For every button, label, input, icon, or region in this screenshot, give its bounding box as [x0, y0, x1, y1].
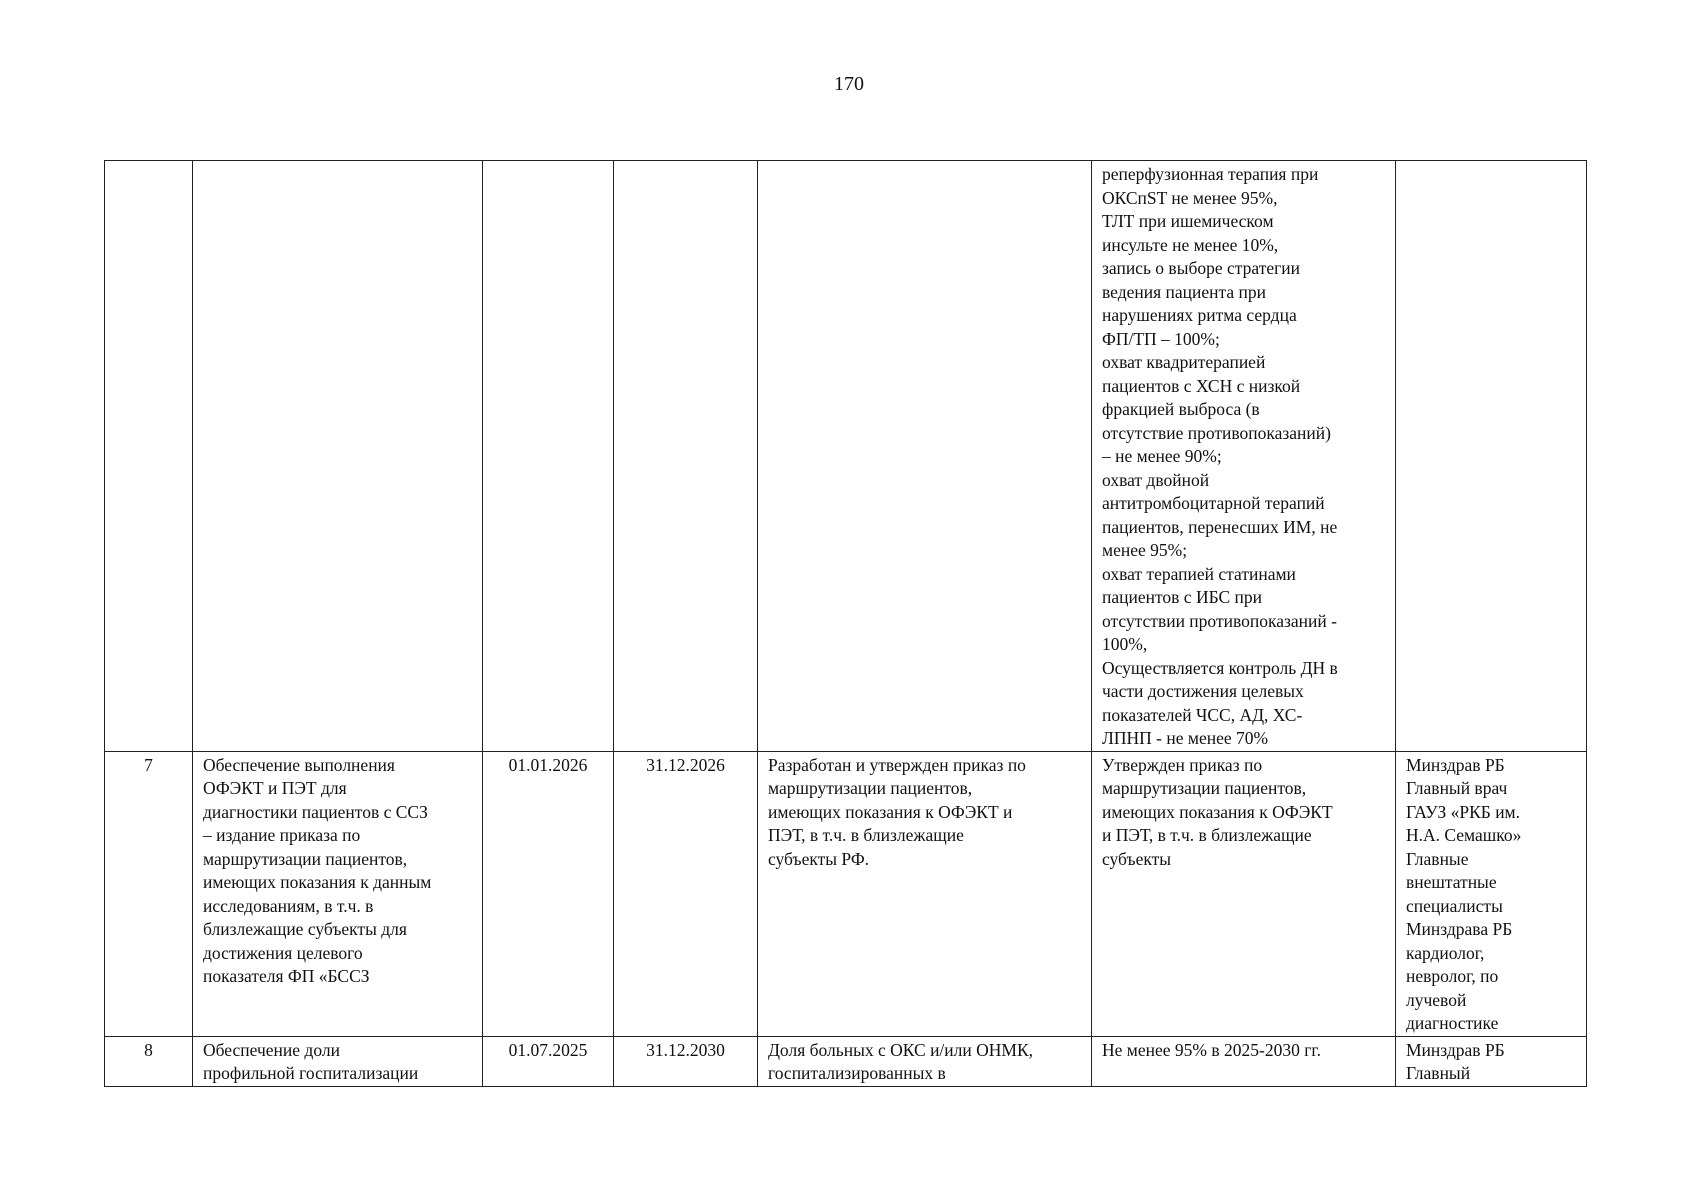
cell-indicators	[1092, 1036, 1396, 1086]
activity-line: ОФЭКТ и ПЭТ для	[203, 778, 347, 798]
activity-line: – издание приказа по	[203, 825, 361, 845]
indicator-line: 100%,	[1102, 634, 1148, 654]
activity-line: имеющих показания к данным	[203, 872, 432, 892]
activity-line: достижения целевого	[203, 942, 363, 963]
cell-indicators	[1092, 751, 1396, 1036]
indicator-line: – не менее 90%;	[1102, 446, 1222, 466]
responsible-line: Главный врач	[1406, 778, 1508, 798]
cell-activity	[193, 751, 483, 1036]
cell-num-empty	[105, 161, 193, 752]
indicator-line: запись о выборе стратегии	[1102, 258, 1301, 278]
responsible-line: невролог, по	[1406, 966, 1499, 986]
cell-responsible-empty	[1396, 161, 1587, 752]
indicator-line: реперфузионная терапия при	[1102, 164, 1319, 184]
result-line: маршрутизации пациентов,	[768, 778, 973, 798]
responsible-line: Минздрав РБ	[1406, 754, 1505, 775]
cell-indicators	[1092, 161, 1396, 752]
cell-result-empty	[758, 161, 1092, 752]
indicator-line: Не менее 95% в 2025-2030 гг.	[1102, 1039, 1321, 1060]
table-row-continuation	[105, 161, 1587, 752]
activity-line: профильной госпитализации	[203, 1063, 419, 1083]
indicator-line: пациентов с ХСН с низкой	[1102, 375, 1301, 396]
indicator-line: маршрутизации пациентов,	[1102, 778, 1307, 798]
indicator-line: субъекты	[1102, 848, 1172, 869]
cell-end-empty	[614, 161, 758, 752]
indicator-line: менее 95%;	[1102, 540, 1188, 560]
indicator-line: показателей ЧСС, АД, ХС-	[1102, 704, 1303, 725]
result-line: госпитализированных в	[768, 1063, 946, 1083]
cell-activity-empty	[193, 161, 483, 752]
cell-num: 7	[105, 751, 193, 1036]
result-line: имеющих показания к ОФЭКТ и	[768, 801, 1013, 822]
activity-line: Обеспечение выполнения	[203, 754, 395, 775]
indicator-line: охват двойной	[1102, 469, 1210, 490]
indicator-line: Осуществляется контроль ДН в	[1102, 657, 1338, 678]
indicator-line: охват квадритерапией	[1102, 352, 1266, 372]
responsible-line: ГАУЗ «РКБ им.	[1406, 801, 1521, 822]
cell-start-date: 01.01.2026	[483, 751, 614, 1036]
responsible-line: Главный	[1406, 1063, 1471, 1083]
indicator-line: ТЛТ при ишемическом	[1102, 211, 1274, 231]
activity-line: диагностики пациентов с ССЗ	[203, 801, 428, 822]
cell-activity	[193, 1036, 483, 1086]
responsible-line: Минздрава РБ	[1406, 919, 1513, 939]
responsible-line: диагностике	[1406, 1013, 1499, 1033]
result-line: Разработан и утвержден приказ по	[768, 754, 1026, 775]
indicator-line: нарушениях ритма сердца	[1102, 305, 1297, 325]
cell-start-empty	[483, 161, 614, 752]
indicator-line: части достижения целевых	[1102, 681, 1304, 701]
indicator-line: охват терапией статинами	[1102, 563, 1296, 584]
indicator-line: пациентов с ИБС при	[1102, 587, 1263, 607]
indicator-line: и ПЭТ, в т.ч. в близлежащие	[1102, 825, 1312, 845]
responsible-line: кардиолог,	[1406, 942, 1485, 963]
cell-num: 8	[105, 1036, 193, 1086]
result-line: ПЭТ, в т.ч. в близлежащие	[768, 825, 964, 845]
indicator-line: ведения пациента при	[1102, 281, 1267, 302]
indicator-line: фракцией выброса (в	[1102, 399, 1260, 419]
cell-end-date: 31.12.2030	[614, 1036, 758, 1086]
activity-line: исследованиям, в т.ч. в	[203, 895, 374, 916]
result-line: субъекты РФ.	[768, 848, 870, 869]
activity-line: показателя ФП «БССЗ	[203, 966, 370, 986]
indicator-line: инсульте не менее 10%,	[1102, 234, 1279, 255]
indicator-line: пациентов, перенесших ИМ, не	[1102, 516, 1338, 537]
table-row-8	[105, 1036, 1587, 1086]
responsible-line: лучевой	[1406, 989, 1467, 1010]
cell-end-date: 31.12.2026	[614, 751, 758, 1036]
responsible-line: внештатные	[1406, 872, 1497, 892]
cell-result	[758, 751, 1092, 1036]
indicator-line: отсутствии противопоказаний -	[1102, 610, 1337, 631]
activity-line: маршрутизации пациентов,	[203, 848, 408, 869]
cell-responsible	[1396, 751, 1587, 1036]
page-number: 170	[834, 73, 864, 95]
result-line: Доля больных с ОКС и/или ОНМК,	[768, 1039, 1034, 1060]
indicator-line: антитромбоцитарной терапий	[1102, 493, 1325, 513]
indicator-line: отсутствие противопоказаний)	[1102, 422, 1331, 443]
responsible-line: Минздрав РБ	[1406, 1039, 1505, 1060]
indicator-line: ЛПНП - не менее 70%	[1102, 728, 1269, 748]
activity-line: близлежащие субъекты для	[203, 919, 407, 939]
responsible-line: Н.А. Семашко»	[1406, 825, 1522, 845]
cell-result	[758, 1036, 1092, 1086]
measures-table	[104, 160, 1587, 1087]
activity-line: Обеспечение доли	[203, 1039, 340, 1060]
responsible-line: Главные	[1406, 848, 1469, 869]
table-row-7	[105, 751, 1587, 1036]
cell-start-date: 01.07.2025	[483, 1036, 614, 1086]
indicator-line: ФП/ТП – 100%;	[1102, 328, 1220, 349]
cell-responsible	[1396, 1036, 1587, 1086]
responsible-line: специалисты	[1406, 895, 1503, 916]
indicator-line: ОКСпST не менее 95%,	[1102, 187, 1278, 208]
indicator-line: Утвержден приказ по	[1102, 754, 1263, 775]
indicator-line: имеющих показания к ОФЭКТ	[1102, 801, 1333, 822]
